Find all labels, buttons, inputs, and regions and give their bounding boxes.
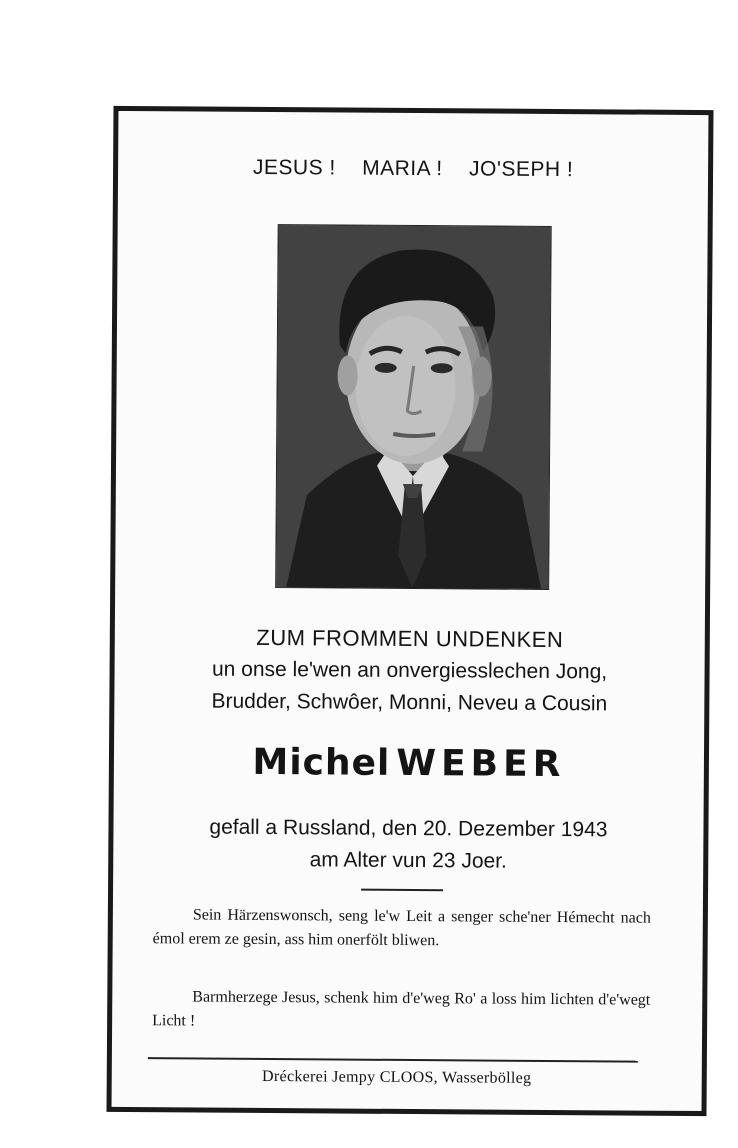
memorial-line-1: un onse le'wen an onvergiesslechen Jong, (211, 657, 608, 684)
short-divider (361, 889, 443, 892)
memorial-card (106, 106, 713, 1116)
verse-paragraph-1 (153, 903, 651, 954)
death-details (113, 811, 703, 879)
surname: WEBER (396, 742, 566, 786)
deceased-name (114, 741, 704, 786)
invocation-jesus: JESUS ! (252, 155, 336, 180)
invocation-header (118, 155, 708, 183)
long-divider (148, 1057, 638, 1062)
first-name: Michel (252, 741, 391, 784)
verse-text-2: Barmherzege Jesus, schenk him d'e'weg Ro' a loss him lichten d'e'wegt Licht ! (152, 988, 651, 1030)
verse-paragraph-2 (152, 985, 650, 1036)
memorial-text (114, 621, 705, 721)
memorial-title: ZUM FROMMEN UNDENKEN (256, 624, 564, 653)
printer-credit: Dréckerei Jempy CLOOS, Wasserbölleg (262, 1067, 532, 1087)
death-line-2: am Alter vun 23 Joer. (309, 848, 507, 873)
portrait-photo (275, 224, 552, 590)
portrait-silhouette (276, 225, 551, 589)
memorial-line-2: Brudder, Schwôer, Monni, Neveu a Cousin (211, 689, 608, 716)
death-line-1: gefall a Russland, den 20. Dezember 1943 (209, 815, 608, 842)
invocation-joseph: JO'SEPH ! (468, 157, 574, 182)
verse-text-1: Sein Härzenswonsch, seng le'w Leit a senger sche'ner Hémecht nach émol erem ze gesin, ass him onerfölt bliwen. (152, 906, 651, 950)
invocation-maria: MARIA ! (362, 156, 443, 181)
